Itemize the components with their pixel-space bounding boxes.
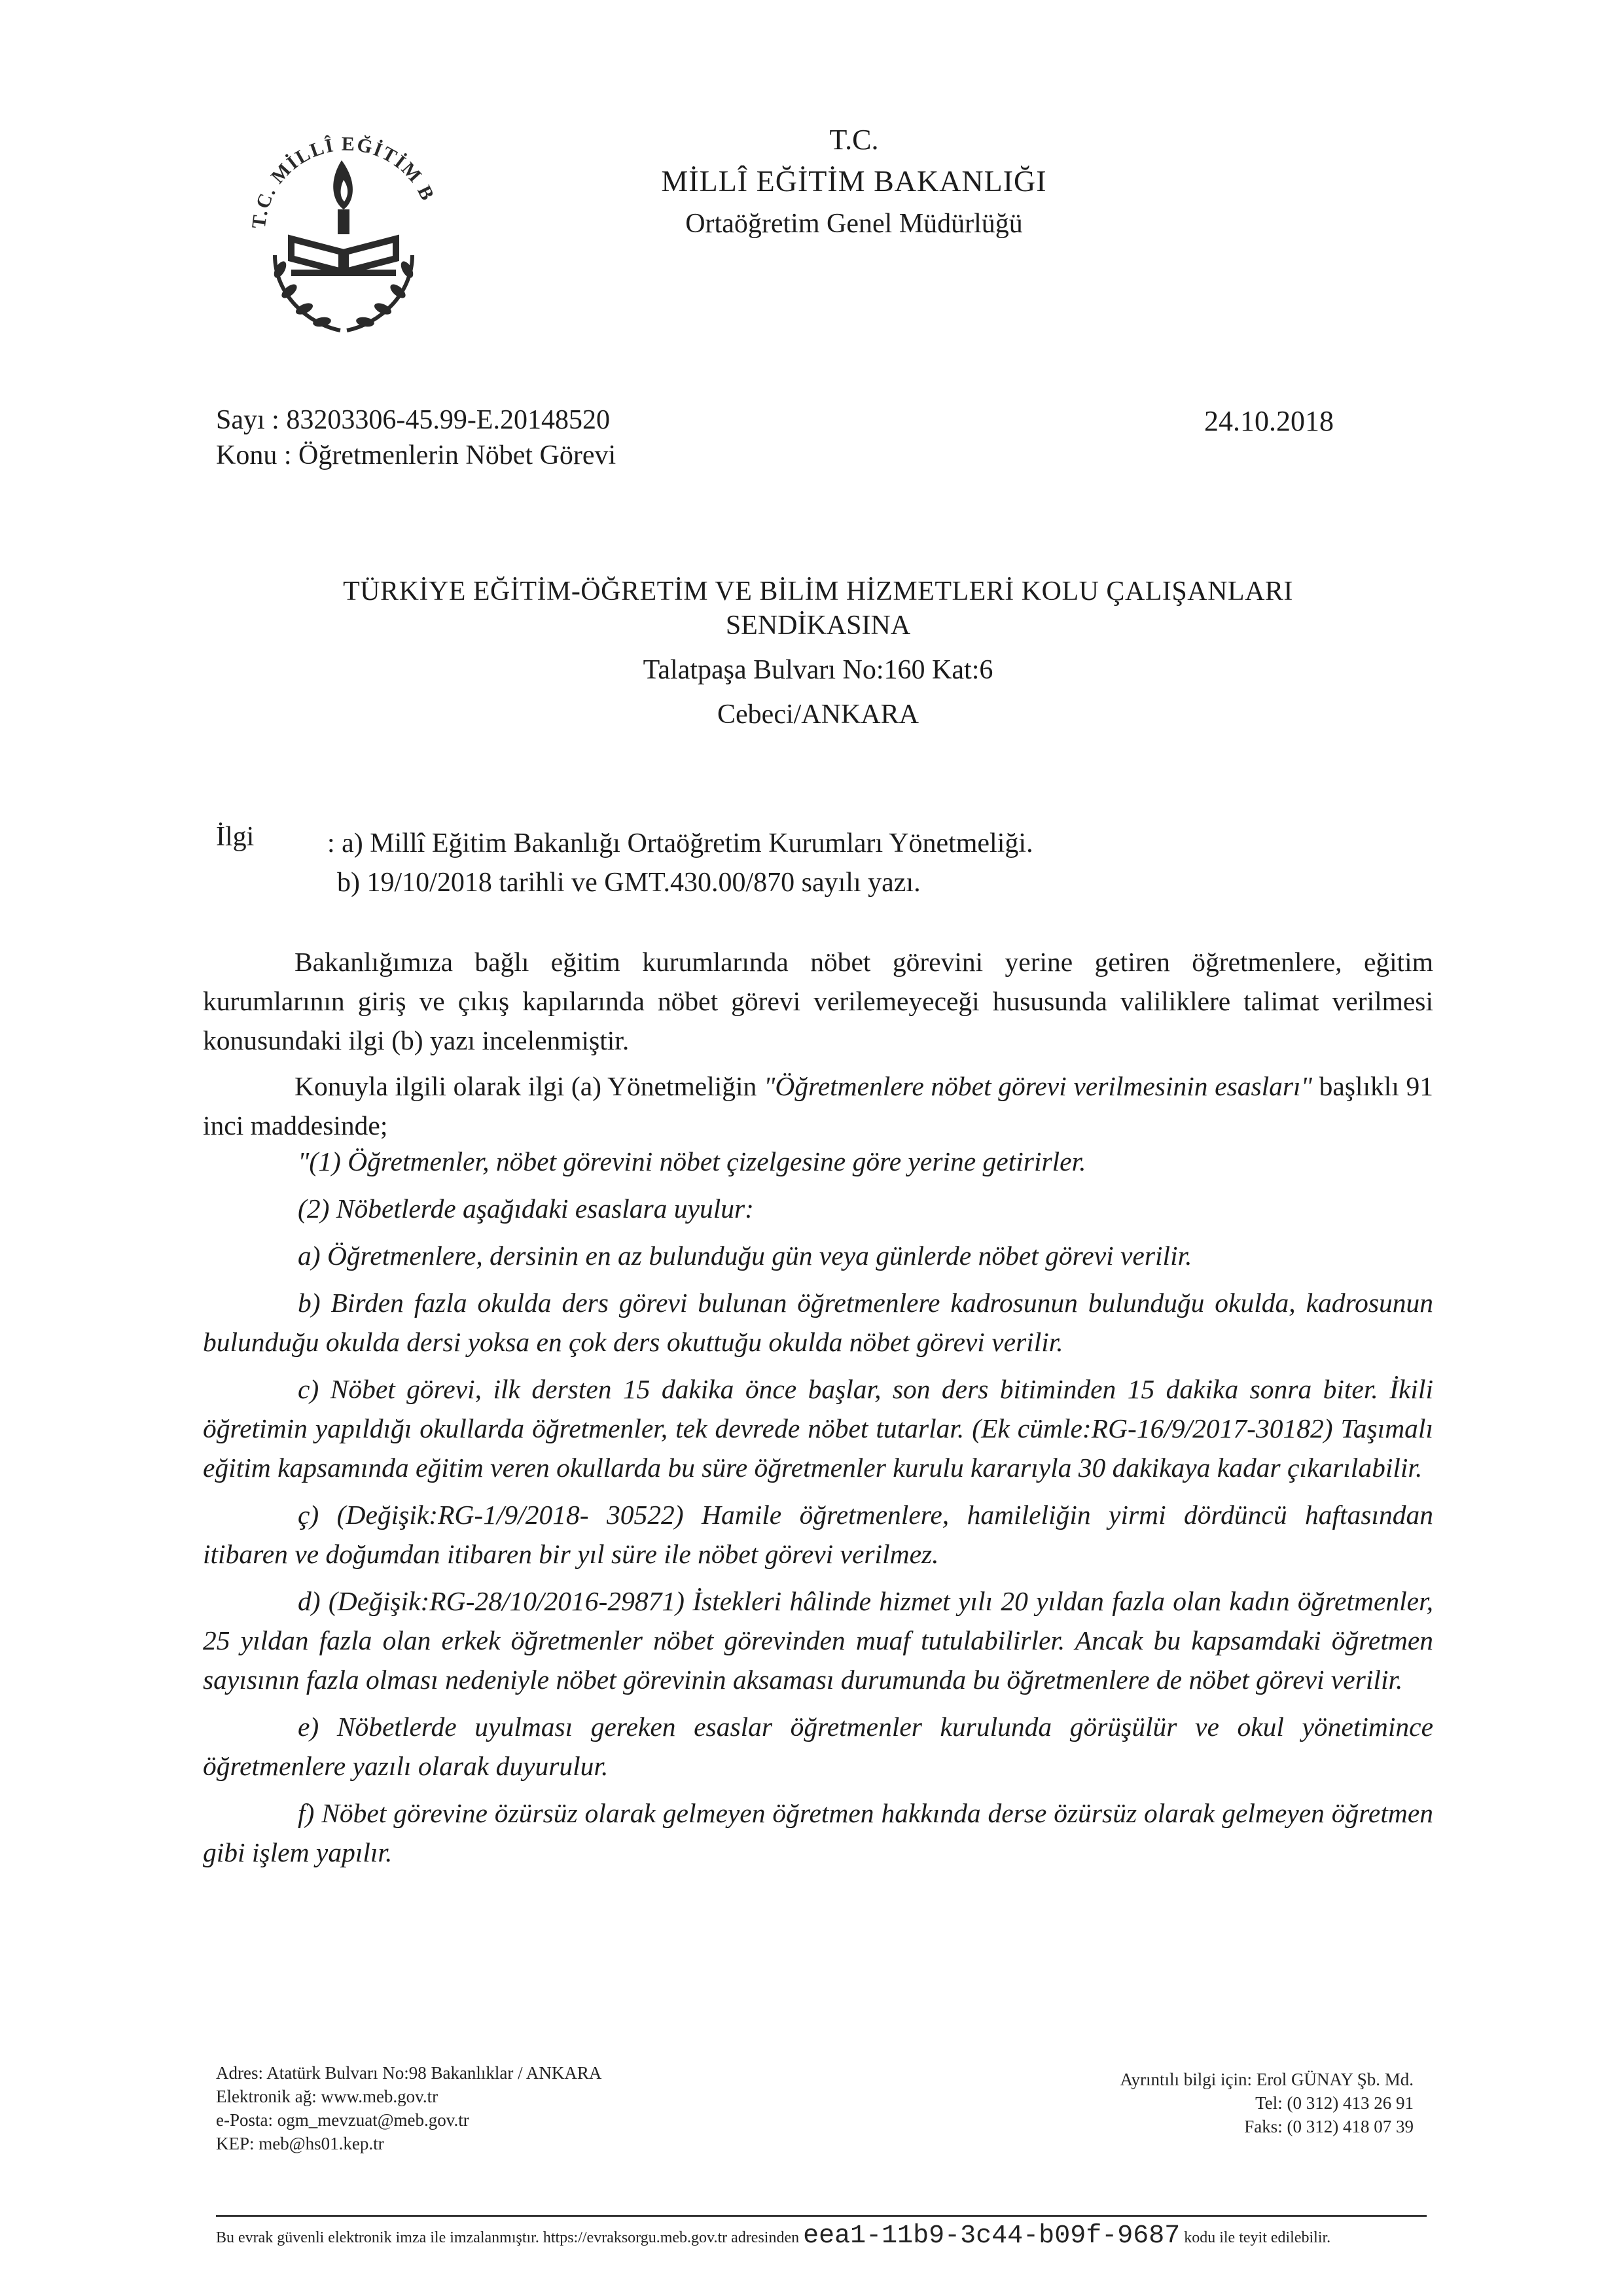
body-paragraph-2-quote: "Öğretmenlere nöbet görevi verilmesinin esasları" [763,1071,1313,1101]
verification-code: eea1-11b9-3c44-b09f-9687 [803,2221,1181,2251]
footer-kep: KEP: meb@hs01.kep.tr [216,2134,384,2153]
document-subject: Konu : Öğretmenlerin Nöbet Görevi [216,440,616,470]
footer-contact-left [216,2061,601,2155]
letterhead-directorate: Ortaöğretim Genel Müdürlüğü [685,209,1023,239]
footer-website: Elektronik ağ: www.meb.gov.tr [216,2087,438,2106]
letterhead-country: T.C. [829,124,879,156]
reference-label: İlgi [216,822,255,852]
quote-item-d: d) (Değişik:RG-28/10/2016-29871) İstekleri hâlinde hizmet yılı 20 yıldan fazla olan kadın öğretmenler, 25 yıldan fazla olan erkek öğretmenler nöbet görevinden muaf tutulabilirler. Ancak bu kapsamdaki öğretmen sayısının fazla olması nedeniyle nöbet görevinin aksaması durumunda bu öğretmenlere de nöbet görevi verilir. [203,1586,1433,1695]
document-number: Sayı : 83203306-45.99-E.20148520 [216,405,610,435]
quote-item-2: (2) Nöbetlerde aşağıdaki esaslara uyulur: [298,1193,754,1224]
verification-prefix: Bu evrak güvenli elektronik imza ile imzalanmıştır. https://evraksorgu.meb.gov.tr adresinden [216,2229,804,2246]
footer-contact-right [1047,2068,1414,2138]
body-paragraph-2 [203,1067,1433,1145]
footer-email: e-Posta: ogm_mevzuat@meb.gov.tr [216,2110,469,2130]
letterhead-ministry: MİLLÎ EĞİTİM BAKANLIĞI [661,164,1047,198]
quote-item-c: c) Nöbet görevi, ilk dersten 15 dakika önce başlar, son ders bitiminden 15 dakika sonra biter. İkili öğretimin yapıldığı okullarda öğretmenler, tek devrede nöbet tutarlar. (Ek cümle:RG-16/9/2017-30182) Taşımalı eğitim kapsamında eğitim veren okullarda bu süre öğretmenler kurulu kararıyla 30 dakikaya kadar çıkarılabilir. [203,1374,1433,1483]
quote-item-cc: ç) (Değişik:RG-1/9/2018- 30522) Hamile öğretmenlere, hamileliğin yirmi dördüncü haftasından itibaren ve doğumdan itibaren bir yıl süre ile nöbet görevi verilmez. [203,1500,1433,1569]
footer-verification [216,2221,1446,2251]
regulation-quote [203,1142,1433,1880]
verification-suffix: kodu ile teyit edilebilir. [1180,2229,1331,2246]
footer-address: Adres: Atatürk Bulvarı No:98 Bakanlıklar / ANKARA [216,2063,602,2083]
svg-text:T.C. MİLLÎ EĞİTİM BAKANLIĞI: T.C. MİLLÎ EĞİTİM B [247,133,439,230]
reference-a: : a) Millî Eğitim Bakanlığı Ortaöğretim Kurumları Yönetmeliği. [327,828,1033,858]
quote-item-e: e) Nöbetlerde uyulması gereken esaslar öğretmenler kurulunda görüşülür ve okul yönetimince öğretmenlere yazılı olarak duyurulur. [203,1712,1433,1781]
document-date: 24.10.2018 [1204,405,1334,437]
footer-divider [216,2215,1427,2217]
body-paragraph-2-end: başlıklı 91 inci maddesinde; [203,1071,1434,1140]
recipient-address: Talatpaşa Bulvarı No:160 Kat:6 [643,655,993,685]
quote-item-b: b) Birden fazla okulda ders görevi bulunan öğretmenlere kadrosunun bulunduğu okulda, kadrosunun bulunduğu okulda dersi yoksa en çok ders okuttuğu okulda nöbet görevi verilir. [203,1288,1433,1357]
body-paragraph-1: Bakanlığımıza bağlı eğitim kurumlarında nöbet görevini yerine getiren öğretmenlere, eğitim kurumlarının giriş ve çıkış kapılarında nöbet görevi verilemeyeceği hususunda valiliklere talimat verilmesi konusundaki ilgi (b) yazı incelenmiştir. [203,947,1433,1055]
quote-item-1: "(1) Öğretmenler, nöbet görevini nöbet çizelgesine göre yerine getirirler. [298,1146,1086,1176]
recipient-line-2: SENDİKASINA [725,610,911,641]
footer-phone: Tel: (0 312) 413 26 91 [1255,2093,1414,2113]
recipient-city: Cebeci/ANKARA [717,699,919,730]
ministry-seal-logo [229,98,458,347]
recipient-line-1: TÜRKİYE EĞİTİM-ÖĞRETİM VE BİLİM HİZMETLERİ KOLU ÇALIŞANLARI [343,576,1293,607]
quote-item-f: f) Nöbet görevine özürsüz olarak gelmeyen öğretmen hakkında derse özürsüz olarak gelmeyen öğretmen gibi işlem yapılır. [203,1798,1433,1867]
reference-b: b) 19/10/2018 tarihli ve GMT.430.00/870 sayılı yazı. [337,868,921,898]
footer-fax: Faks: (0 312) 418 07 39 [1244,2117,1414,2136]
quote-item-a: a) Öğretmenlere, dersinin en az bulunduğu gün veya günlerde nöbet görevi verilir. [298,1241,1192,1271]
footer-contact-person: Ayrıntılı bilgi için: Erol GÜNAY Şb. Md. [1120,2070,1414,2089]
body-paragraph-2-start: Konuyla ilgili olarak ilgi (a) Yönetmeliğin [294,1071,764,1101]
